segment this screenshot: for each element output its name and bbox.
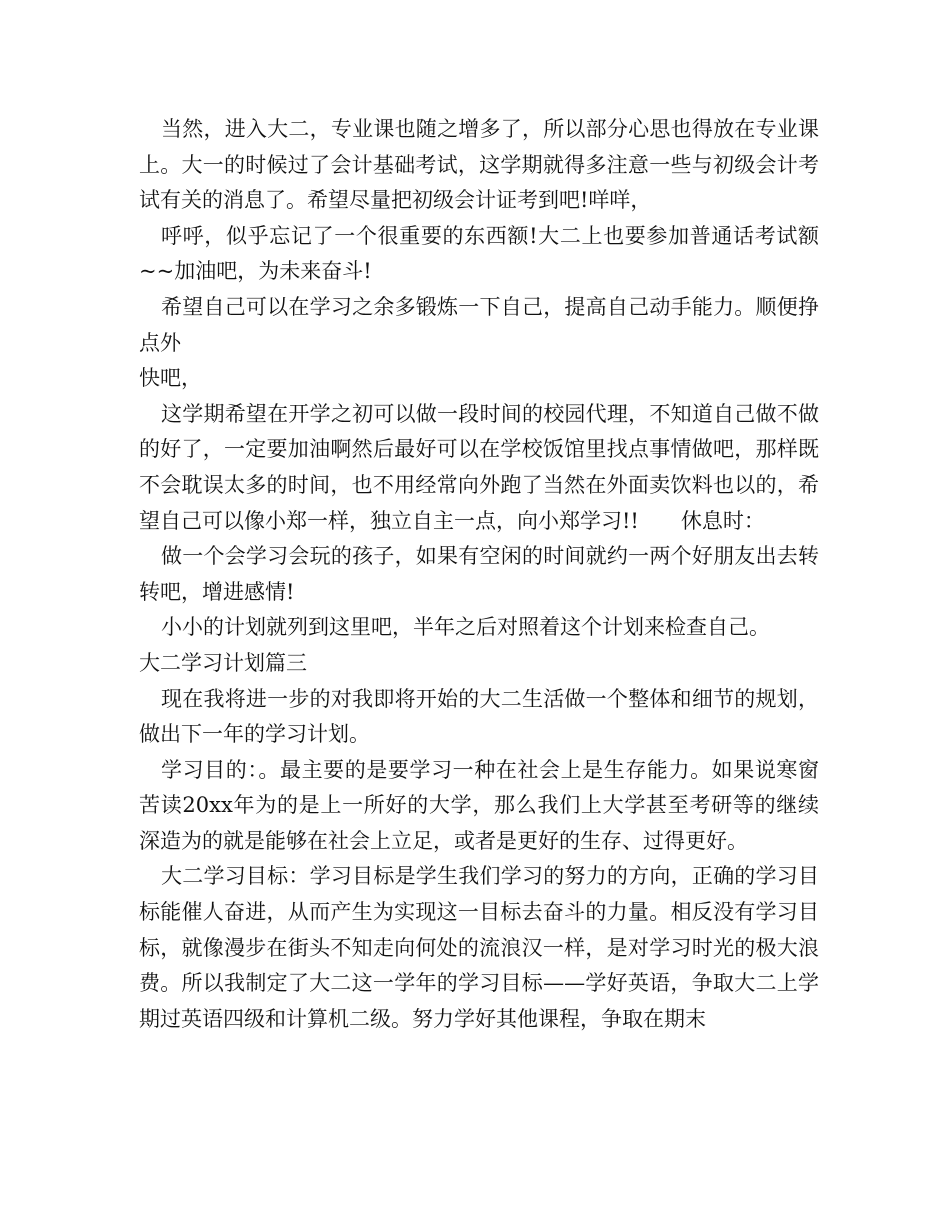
- document-body: [139, 112, 819, 1037]
- paragraph-fragment: 快吧，: [139, 366, 202, 391]
- paragraph-study-goals: 大二学习目标：学习目标是学生我们学习的努力的方向，正确的学习目标能催人奋进，从而产生为实现这一目标去奋斗的力量。相反没有学习目标，就像漫步在街头不知走向何处的流浪汉一样，是对学习时光的极大浪费。所以我制定了大二这一学年的学习目标——学好英语，争取大二上学期过英语四级和计算机二级。努力学好其他课程，争取在期末: [139, 864, 819, 1031]
- paragraph-plan-intro: 现在我将进一步的对我即将开始的大二生活做一个整体和细节的规划，做出下一年的学习计划。: [139, 686, 819, 747]
- section-heading: 大二学习计划篇三: [139, 650, 307, 675]
- paragraph-campus-agent: 这学期希望在开学之初可以做一段时间的校园代理，不知道自己做不做的好了，一定要加油啊然后最好可以在学校饭馆里找点事情做吧，那样既不会耽误太多的时间，也不用经常向外跑了当然在外面卖饮料也以的，希望自己可以像小郑一样，独立自主一点，向小郑学习!! 休息时：: [139, 401, 819, 533]
- paragraph-mandarin-exam: 呼呼，似乎忘记了一个很重要的东西额!大二上也要参加普通话考试额~~加油吧，为未来奋斗!: [139, 223, 819, 284]
- paragraph-self-improvement: 希望自己可以在学习之余多锻炼一下自己，提高自己动手能力。顺便挣点外: [139, 294, 819, 355]
- paragraph-study-purpose: 学习目的：。最主要的是要学习一种在社会上是生存能力。如果说寒窗苦读20xx年为的是上一所好的大学，那么我们上大学甚至考研等的继续深造为的就是能够在社会上立足，或者是更好的生存、过得更好。: [139, 757, 819, 853]
- paragraph-rest-time: 做一个会学习会玩的孩子，如果有空闲的时间就约一两个好朋友出去转转吧，增进感情!: [139, 544, 819, 604]
- paragraph-plan-summary: 小小的计划就列到这里吧，半年之后对照着这个计划来检查自己。: [161, 615, 770, 640]
- paragraph-major-courses: 当然，进入大二，专业课也随之增多了，所以部分心思也得放在专业课上。大一的时候过了会计基础考试，这学期就得多注意一些与初级会计考试有关的消息了。希望尽量把初级会计证考到吧!咩咩，: [139, 117, 819, 213]
